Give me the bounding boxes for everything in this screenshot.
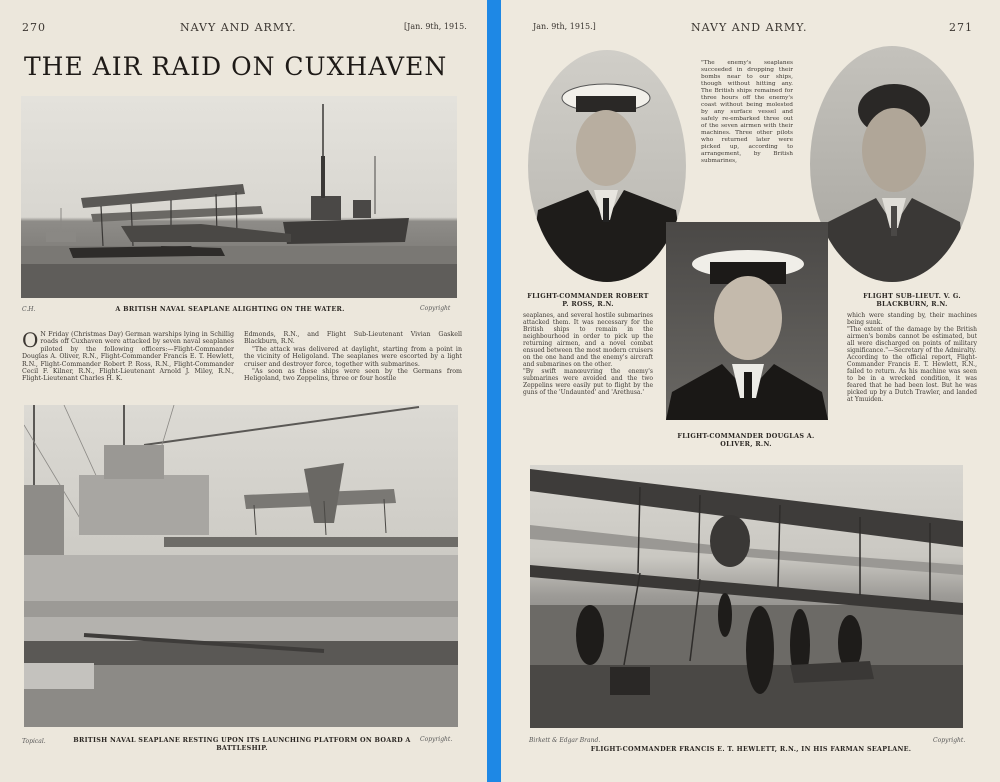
blackburn-portrait bbox=[810, 46, 974, 282]
hewlett-seaplane-illustration bbox=[530, 465, 963, 728]
seaplane-alighting-photo bbox=[21, 96, 457, 298]
center-text-column: "The enemy's seaplanes succeeded in dropping their bombs near to our ships, though without hitting any. The British ships remained for three hours off the enemy's coast without being molested by any surface vessel and safely re-embarked three out of the seven airmen with their machines. Three other pilots who returned later were picked up, according to arrangement, by British submarines, bbox=[701, 60, 793, 164]
photo1-initials: C.H. bbox=[22, 306, 36, 313]
ross-portrait-illustration bbox=[528, 50, 686, 282]
oliver-portrait-illustration bbox=[666, 222, 828, 420]
article-text-1: N Friday (Christmas Day) German warships lying in Schillig roads off Cuxhaven were attacked by seven naval seaplanes piloted by the following officers:—Flight-Commander Douglas A. Oliver, R.N., Flight-Commander Francis E. T. Hewlett, R.N., Flight-Commander Robert P. Ross, R.N., Flight-Commander Cecil F. Kilner, R.N., Flight-Lieutenant Arnold J. Miley, R.N., Flight-Lieutenant Charles H. K. bbox=[22, 331, 234, 383]
page-number: 271 bbox=[949, 21, 973, 34]
photo1-credit: Copyright bbox=[420, 305, 451, 312]
article-text-2b: "The attack was delivered at daylight, starting from a point in the vicinity of Heligoland. The seaplanes were escorted by a light cruiser and destroyer force, together with submarines. bbox=[244, 345, 462, 368]
ross-caption: FLIGHT-COMMANDER ROBERT P. ROSS, R.N. bbox=[527, 292, 649, 308]
oliver-portrait bbox=[666, 222, 828, 420]
page-number: 270 bbox=[22, 21, 46, 34]
running-head: NAVY AND ARMY. bbox=[180, 21, 297, 34]
blackburn-portrait-illustration bbox=[810, 46, 974, 282]
battleship-illustration bbox=[24, 405, 458, 727]
issue-date: Jan. 9th, 1915.] bbox=[533, 22, 596, 31]
ross-portrait bbox=[528, 50, 686, 282]
left-page bbox=[0, 0, 487, 782]
article-text-2c: "As soon as these ships were seen by the Germans from Heligoland, two Zeppelins, three or four hostile bbox=[244, 368, 462, 383]
right-page bbox=[501, 0, 1000, 782]
photo2-caption: BRITISH NAVAL SEAPLANE RESTING UPON ITS LAUNCHING PLATFORM ON BOARD A BATTLESHIP. bbox=[73, 736, 411, 752]
battleship-seaplane-photo bbox=[24, 405, 458, 727]
drop-cap: O bbox=[22, 331, 39, 352]
article-column-2 bbox=[244, 331, 462, 393]
photo2-credit-right: Copyright. bbox=[420, 736, 453, 743]
ross-text: seaplanes, and several hostile submarines attacked them. It was necessary for the British ships to remain in the neighbourhood in order to pick up the returning airmen, and a novel combat ensued between the most modern cruisers on the one hand and the enemy's aircraft and submarines on the other. "By swift manœuvring the enemy's submarines were avoided and the two Zeppelins were easily put to flight by the guns of the 'Undaunted' and 'Arethusa.' bbox=[523, 312, 653, 396]
bottom-photo-credit-left: Birkett & Edgar Brand. bbox=[529, 737, 601, 744]
photo2-credit-left: Topical. bbox=[22, 738, 46, 745]
oliver-caption: FLIGHT-COMMANDER DOUGLAS A. OLIVER, R.N. bbox=[677, 432, 815, 448]
photo1-caption: A BRITISH NAVAL SEAPLANE ALIGHTING ON THE WATER. bbox=[115, 305, 345, 313]
article-text-2a: Edmonds, R.N., and Flight Sub-Lieutenant Vivian Gaskell Blackburn, R.N. bbox=[244, 331, 462, 346]
blackburn-text: which were standing by, their machines being sunk. "The extent of the damage by the British airmen's bombs cannot be estimated, but all were discharged on points of military significance."—Secretary of the Admiralty. According to the official report, Flight-Commander Francis E. T. Hewlett, R.N., failed to return. As his machine was seen to be in a wrecked condition, it was feared that he had been lost. But he was picked up by a Dutch Trawler, and landed at Ymuiden. bbox=[847, 312, 977, 403]
hewlett-seaplane-photo bbox=[530, 465, 963, 728]
issue-date: [Jan. 9th, 1915. bbox=[404, 22, 467, 31]
article-column-1 bbox=[22, 331, 234, 393]
article-title: THE AIR RAID ON CUXHAVEN bbox=[24, 52, 448, 81]
blackburn-caption: FLIGHT SUB-LIEUT. V. G. BLACKBURN, R.N. bbox=[863, 292, 961, 308]
seaplane-alighting-illustration bbox=[21, 96, 457, 298]
running-head: NAVY AND ARMY. bbox=[691, 21, 808, 34]
bottom-photo-caption: FLIGHT-COMMANDER FRANCIS E. T. HEWLETT, R.N., IN HIS FARMAN SEAPLANE. bbox=[590, 745, 912, 753]
bottom-photo-credit-right: Copyright. bbox=[933, 737, 966, 744]
